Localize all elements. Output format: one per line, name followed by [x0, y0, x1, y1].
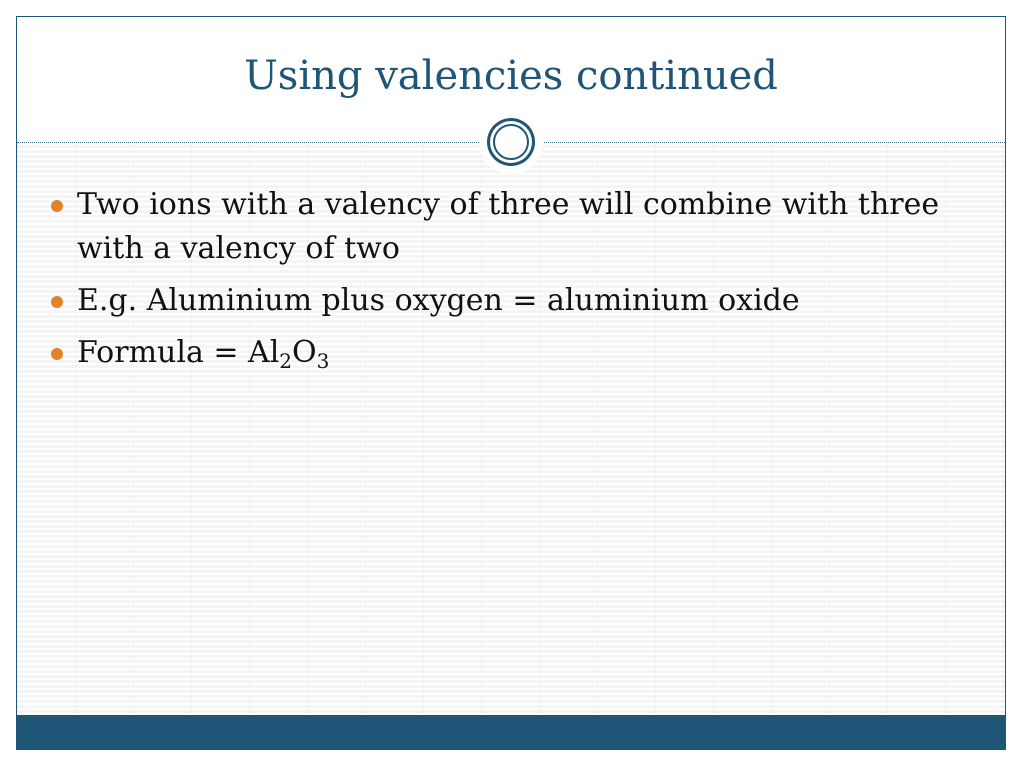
- formula-subscript-oxygen: 3: [316, 349, 330, 373]
- list-item: [47, 279, 947, 323]
- bullet-list: [47, 183, 947, 383]
- formula-oxygen: O: [292, 335, 317, 370]
- bullet-dot-icon: [51, 200, 63, 212]
- bullet-dot-icon: [51, 348, 63, 360]
- formula-subscript-aluminium: 2: [279, 349, 293, 373]
- slide-title: Using valencies continued: [244, 53, 778, 99]
- slide: [16, 16, 1006, 750]
- circle-inner: [493, 124, 529, 160]
- formula-prefix: Formula = Al: [77, 335, 280, 370]
- list-item: [47, 183, 947, 271]
- bullet-text: Two ions with a valency of three will combine with three with a valency of two: [77, 187, 940, 266]
- bullet-dot-icon: [51, 296, 63, 308]
- bullet-text: E.g. Aluminium plus oxygen = aluminium oxide: [77, 283, 800, 318]
- list-item: [47, 331, 947, 375]
- footer-bar: [17, 715, 1005, 750]
